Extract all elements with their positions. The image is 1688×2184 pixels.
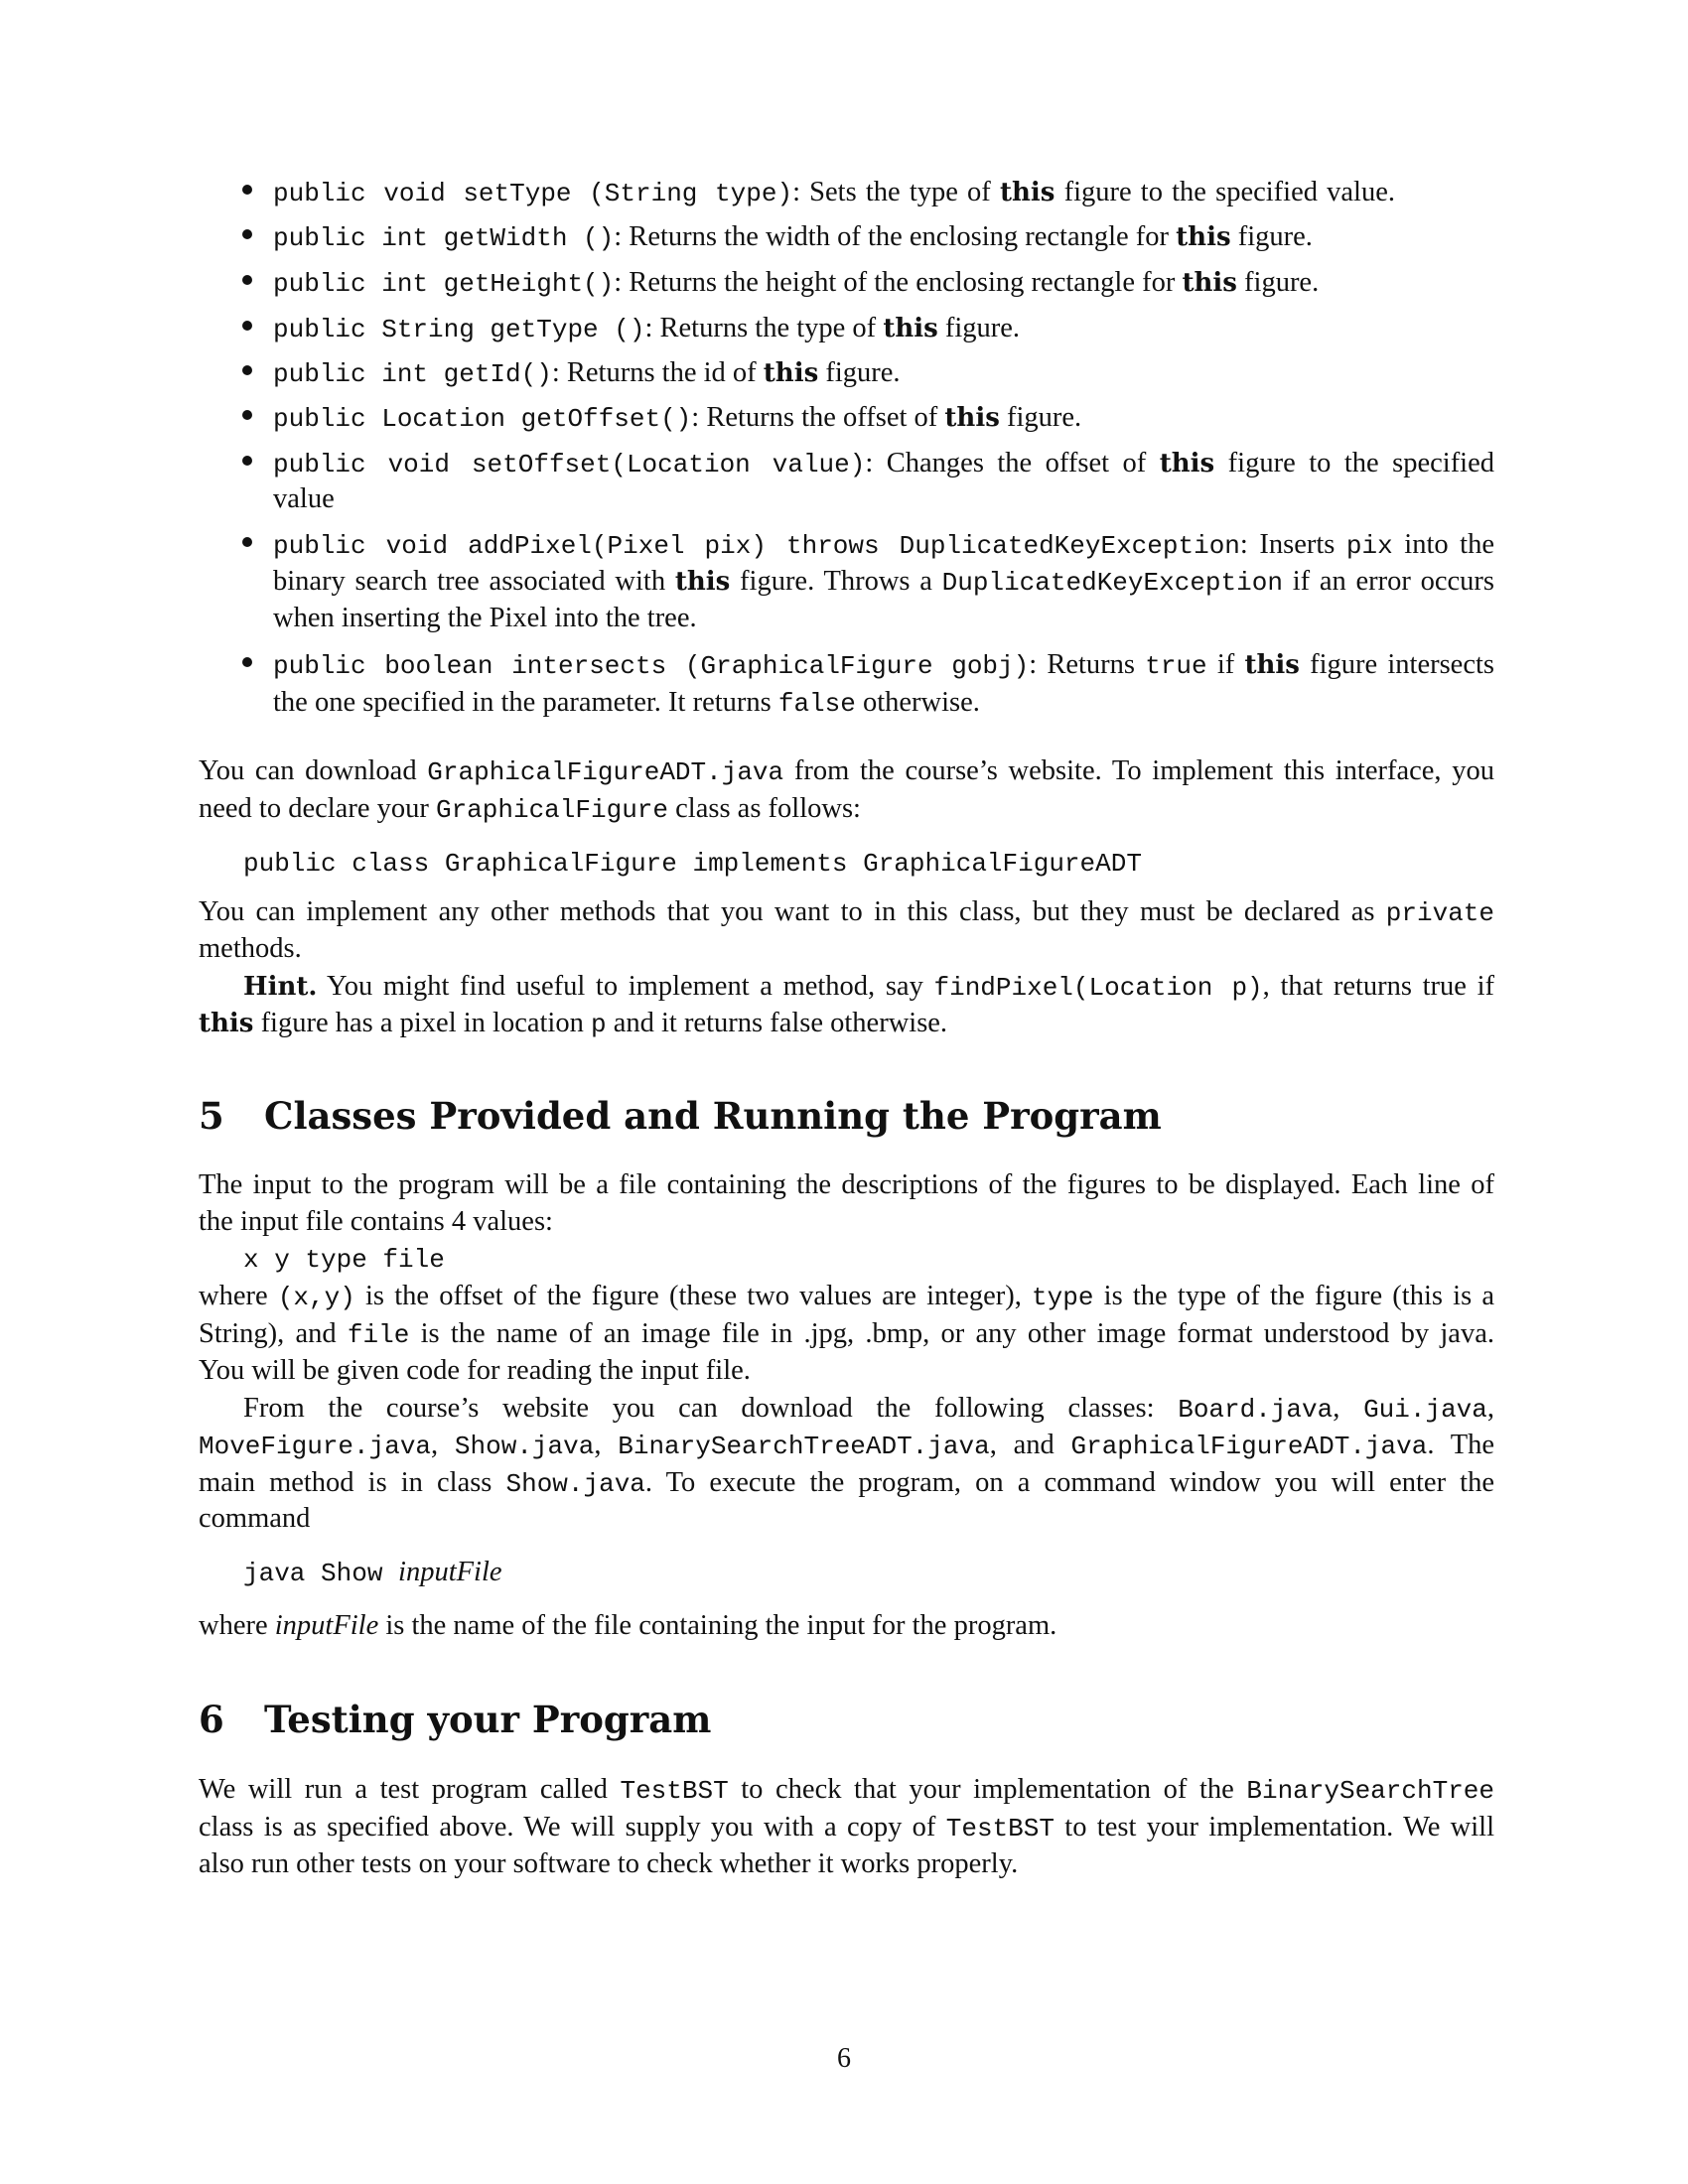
bullet-icon — [242, 410, 252, 420]
code-text: GraphicalFigureADT.java — [1070, 1432, 1428, 1461]
text-run: figure to the specified value. — [1055, 177, 1395, 207]
text-run: class is as specified above. We will supply you with a copy of — [199, 1812, 946, 1843]
text-run: : Returns the height of the enclosing rectangle for — [614, 267, 1183, 298]
text-line — [199, 1316, 1494, 1353]
bold-text: this — [999, 178, 1055, 207]
code-text: type — [1032, 1283, 1094, 1312]
text-run: You can implement any other methods that you want to in this class, but they must be declared as — [199, 896, 1386, 927]
text-line — [243, 969, 1494, 1006]
text-line — [199, 1204, 553, 1240]
bullet-icon — [242, 456, 252, 466]
text-run: figure intersects — [1299, 649, 1494, 680]
bullet-icon — [242, 365, 252, 375]
text-line — [199, 931, 302, 967]
text-run: , and — [989, 1430, 1071, 1460]
text-line — [199, 1465, 1494, 1502]
text-run: main method is in class — [199, 1467, 506, 1498]
text-run: , — [1333, 1393, 1364, 1424]
bold-text: Hint. — [243, 972, 318, 1002]
text-run: : Inserts — [1239, 529, 1346, 560]
text-run: value — [273, 483, 335, 514]
text-run: , that returns true if — [1262, 971, 1494, 1002]
code-text: p — [590, 1010, 607, 1039]
text-run: command — [199, 1503, 311, 1534]
code-text: public Location getOffset() — [273, 404, 692, 434]
text-run: You might find useful to implement a method, say — [317, 971, 934, 1002]
text-run: if — [1206, 649, 1245, 680]
text-line — [199, 1501, 310, 1537]
code-text: file — [347, 1320, 410, 1350]
bold-text: this — [199, 1009, 254, 1038]
code-text: Show.java — [454, 1432, 595, 1461]
code-text: public void setType (String type) — [273, 179, 793, 208]
code-text: public int getHeight() — [273, 269, 615, 299]
bold-text: this — [944, 403, 1000, 433]
method-item-gettype — [273, 311, 1020, 347]
text-run: methods. — [199, 933, 302, 964]
text-run: into the — [1392, 529, 1494, 560]
bold-text: this — [883, 314, 938, 343]
section-title: Testing your Program — [264, 1698, 712, 1741]
text-run: String), and — [199, 1318, 348, 1349]
text-run: figure. Throws a — [730, 566, 942, 597]
code-text: public String getType () — [273, 315, 645, 344]
method-item-intersects — [273, 647, 1494, 684]
code-text: false — [777, 689, 856, 719]
text-run: class as follows: — [668, 793, 861, 824]
paragraph-inputfile — [199, 1608, 1056, 1644]
text-line — [199, 1006, 947, 1042]
text-line — [199, 1772, 1494, 1809]
code-input-format: x y type file — [243, 1245, 445, 1275]
code-text: private — [1385, 898, 1494, 928]
text-line — [199, 1353, 751, 1389]
text-run: to check that your implementation of the — [728, 1774, 1247, 1805]
code-text: MoveFigure.java — [199, 1432, 432, 1461]
text-run: the one specified in the parameter. It returns — [273, 687, 778, 718]
italic-text: inputFile — [274, 1610, 379, 1641]
bold-text: this — [763, 358, 819, 388]
code-text: public int getWidth () — [273, 223, 615, 253]
method-item-getwidth — [273, 219, 1313, 256]
section-number: 5 — [199, 1094, 224, 1138]
text-run: , — [1486, 1393, 1495, 1424]
text-run: to test your implementation. We will — [1054, 1812, 1495, 1843]
section-number: 6 — [199, 1698, 224, 1741]
code-declaration: public class GraphicalFigure implements GraphicalFigureADT — [243, 849, 1142, 879]
code-text: BinarySearchTreeADT.java — [618, 1432, 990, 1461]
text-run: and it returns false otherwise. — [606, 1008, 948, 1038]
bullet-icon — [242, 275, 252, 285]
text-run: figure. — [818, 357, 901, 388]
bullet-icon — [242, 321, 252, 331]
bullet-icon — [242, 657, 252, 667]
section-title: Classes Provided and Running the Program — [264, 1094, 1162, 1138]
text-run: . To execute the program, on a command window you will enter the — [644, 1467, 1494, 1498]
method-item-addpixel-cont2 — [273, 601, 697, 636]
code-text: DuplicatedKeyException — [941, 568, 1283, 598]
code-text: TestBST — [945, 1814, 1055, 1843]
text-run: : Returns the offset of — [691, 402, 945, 433]
method-item-getid — [273, 355, 901, 392]
text-run: figure. — [937, 313, 1021, 343]
method-item-setoffset-cont — [273, 481, 335, 517]
text-run: binary search tree associated with — [273, 566, 675, 597]
code-text: GraphicalFigure — [435, 795, 669, 825]
text-run: : Returns the id of — [551, 357, 764, 388]
text-run: . The — [1427, 1430, 1495, 1460]
method-item-addpixel-cont — [273, 564, 1494, 601]
text-run: : Returns the width of the enclosing rectangle for — [614, 221, 1177, 252]
method-item-getoffset — [273, 400, 1081, 437]
method-item-settype — [273, 175, 1395, 211]
text-run: From the course’s website you can download the following classes: — [243, 1393, 1179, 1424]
text-run: figure. — [999, 402, 1082, 433]
text-run: figure to the specified — [1214, 448, 1494, 478]
bold-text: this — [1159, 449, 1215, 478]
code-text: findPixel(Location p) — [933, 973, 1263, 1003]
text-run: where — [199, 1281, 278, 1311]
text-run: is the type of the figure (this is a — [1093, 1281, 1494, 1311]
text-run: from the course’s website. To implement this interface, you — [783, 755, 1494, 786]
code-text: GraphicalFigureADT.java — [427, 757, 784, 787]
text-run: figure has a pixel in location — [253, 1008, 591, 1038]
code-command — [243, 1555, 502, 1591]
text-line — [243, 1391, 1494, 1428]
text-run: where — [199, 1610, 275, 1641]
code-text: BinarySearchTree — [1246, 1776, 1494, 1806]
text-run: We will run a test program called — [199, 1774, 621, 1805]
text-run: figure. — [1236, 267, 1320, 298]
bold-text: this — [674, 567, 731, 597]
text-run: : Returns — [1029, 649, 1146, 680]
bold-text: this — [1244, 650, 1300, 680]
text-line — [199, 1428, 1494, 1464]
italic-text: inputFile — [398, 1557, 502, 1587]
method-item-intersects-cont — [273, 685, 980, 722]
text-run: : Changes the offset of — [865, 448, 1160, 478]
code-text: (x,y) — [277, 1283, 355, 1312]
bold-text: this — [1182, 268, 1237, 298]
text-run: the input file contains 4 values: — [199, 1206, 553, 1237]
text-run: : Returns the type of — [644, 313, 884, 343]
text-run: figure. — [1230, 221, 1313, 252]
text-run: otherwise. — [855, 687, 980, 718]
text-run: is the name of the file containing the input for the program. — [378, 1610, 1057, 1641]
method-item-getheight — [273, 265, 1319, 302]
code-text: public void setOffset(Location value) — [273, 450, 866, 479]
code-text: pix — [1345, 531, 1393, 561]
text-run: when inserting the Pixel into the tree. — [273, 603, 697, 633]
page-number: 6 — [837, 2043, 851, 2074]
code-text: public void addPixel(Pixel pix) throws DuplicatedKeyException — [273, 531, 1240, 561]
text-run: : Sets the type of — [792, 177, 1000, 207]
code-text: Show.java — [505, 1469, 645, 1499]
text-line — [199, 1279, 1494, 1315]
text-line — [199, 1846, 1018, 1882]
text-run: , — [431, 1430, 455, 1460]
code-text: public boolean intersects (GraphicalFigure gobj) — [273, 651, 1030, 681]
text-run: You will be given code for reading the input file. — [199, 1355, 751, 1386]
code-text: Board.java — [1178, 1395, 1334, 1425]
text-run: is the name of an image file in .jpg, .bmp, or any other image format understood by java. — [409, 1318, 1494, 1349]
method-item-setoffset — [273, 446, 1494, 482]
code-text: Gui.java — [1363, 1395, 1487, 1425]
text-run: if an error occurs — [1282, 566, 1494, 597]
text-run: is the offset of the figure (these two values are integer), — [354, 1281, 1033, 1311]
bullet-icon — [242, 229, 252, 239]
bullet-icon — [242, 537, 252, 547]
bold-text: this — [1176, 222, 1231, 252]
bullet-icon — [242, 185, 252, 195]
text-line — [199, 1810, 1494, 1846]
text-line — [199, 1167, 1494, 1203]
text-run: also run other tests on your software to check whether it works properly. — [199, 1848, 1019, 1879]
method-item-addpixel — [273, 527, 1494, 564]
text-line — [199, 894, 1494, 931]
text-line — [199, 753, 1494, 790]
code-text: java Show — [243, 1559, 399, 1588]
text-run: You can download — [199, 755, 428, 786]
text-run: , — [594, 1430, 619, 1460]
code-text: true — [1145, 651, 1207, 681]
text-run: The input to the program will be a file containing the descriptions of the figures to be displayed. Each line of — [199, 1169, 1494, 1200]
code-text: public int getId() — [273, 359, 552, 389]
text-run: need to declare your — [199, 793, 436, 824]
code-text: TestBST — [620, 1776, 729, 1806]
text-line — [199, 791, 861, 828]
